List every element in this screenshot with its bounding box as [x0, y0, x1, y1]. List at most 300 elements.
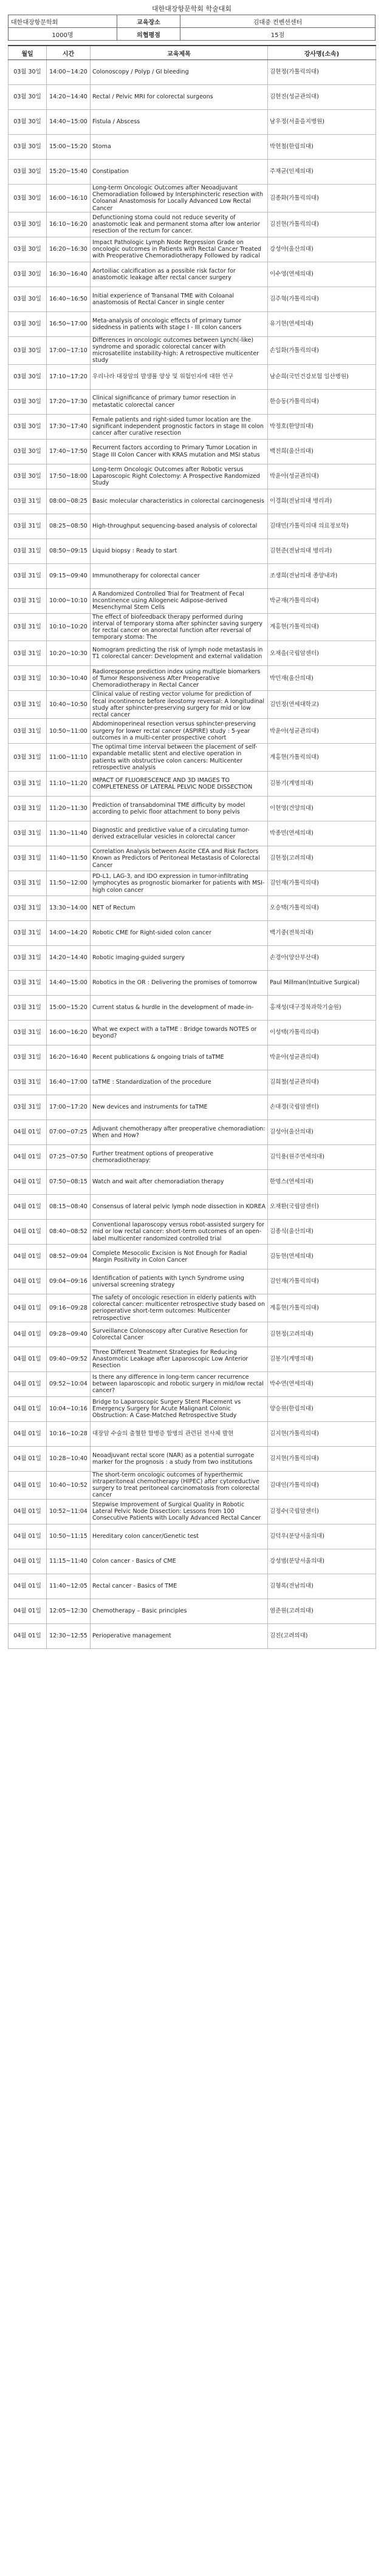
table-row	[9, 1322, 376, 1347]
row-time: 11:15~11:40	[47, 1549, 91, 1574]
attendance-cell: 1000명	[9, 28, 117, 41]
row-time: 15:00~15:20	[47, 996, 91, 1021]
table-row	[9, 311, 376, 336]
row-title: Conventional laparoscopy versus robot-assisted surgery for mid or low rectal cancer: short-term outcomes of an open-label multicenter randomized controlled trial	[91, 1220, 268, 1245]
row-date: 03월 31일	[9, 641, 47, 666]
row-time: 17:30~17:40	[47, 414, 91, 439]
row-time: 11:30~11:40	[47, 821, 91, 846]
row-lecturer: Paul Millman(Intuitive Surgical)	[268, 971, 376, 996]
row-time: 07:50~08:15	[47, 1170, 91, 1195]
row-date: 04월 01일	[9, 1170, 47, 1195]
table-row	[9, 160, 376, 185]
row-lecturer: 박윤아(성균관의대)	[268, 1045, 376, 1070]
row-time: 16:00~16:10	[47, 185, 91, 212]
row-lecturer: 김지현(가톨릭의대)	[268, 1421, 376, 1446]
row-title: PD-L1, LAG-3, and IDO expression in tumor-infiltrating lymphocytes as prognostic biomarker for patients with MSI-high colon cancer	[91, 871, 268, 896]
table-row	[9, 1145, 376, 1170]
row-date: 03월 30일	[9, 110, 47, 135]
row-time: 10:50~11:15	[47, 1524, 91, 1549]
row-date: 03월 30일	[9, 212, 47, 237]
row-date: 04월 01일	[9, 1599, 47, 1623]
row-title: taTME : Standardization of the procedure	[91, 1070, 268, 1095]
row-date: 03월 31일	[9, 971, 47, 996]
row-time: 09:16~09:28	[47, 1294, 91, 1322]
row-title: Liquid biopsy : Ready to start	[91, 539, 268, 563]
row-lecturer: 박윤아(성균관의대)	[268, 464, 376, 489]
row-time: 12:05~12:30	[47, 1599, 91, 1623]
row-date: 03월 30일	[9, 336, 47, 364]
table-row	[9, 110, 376, 135]
row-title: Female patients and right-sided tumor location are the significant independent prognostic factors in stage III colon cancer after curative resection	[91, 414, 268, 439]
table-row	[9, 287, 376, 311]
credit-value: 15점	[180, 28, 375, 41]
row-title: The optimal time interval between the placement of self-expandable metallic stent and elective operation in patients with obstructive colon cancers: Multicenter retrospective analysis	[91, 744, 268, 772]
row-date: 04월 01일	[9, 1623, 47, 1648]
row-time: 17:00~17:20	[47, 1095, 91, 1120]
row-title: Perioperative management	[91, 1623, 268, 1648]
row-date: 03월 31일	[9, 666, 47, 691]
row-lecturer: 김봉기(계명의대)	[268, 1347, 376, 1371]
row-title: Fistula / Abscess	[91, 110, 268, 135]
row-lecturer: 김현정(고려의대)	[268, 1322, 376, 1347]
schedule-body	[9, 60, 376, 1649]
row-title: Diagnostic and predictive value of a circulating tumor-derived extracellular vesicles in colorectal cancer	[91, 821, 268, 846]
table-row	[9, 212, 376, 237]
header-date: 월일	[9, 46, 47, 60]
table-row	[9, 1574, 376, 1599]
row-title: Impact Pathologic Lymph Node Regression Grade on oncologic outcomes in Patients with Rectal Cancer Treated with Preoperative Chemoradiotherapy Followed by radical	[91, 237, 268, 262]
table-row	[9, 1471, 376, 1499]
row-time: 08:15~08:40	[47, 1195, 91, 1220]
table-row	[9, 414, 376, 439]
table-row	[9, 666, 376, 691]
row-title: Neoadjuvant rectal score (NAR) as a potential surrogate marker for the prognosis : a study from two institutions	[91, 1446, 268, 1471]
row-date: 03월 31일	[9, 613, 47, 641]
row-time: 12:30~12:55	[47, 1623, 91, 1648]
table-row	[9, 1220, 376, 1245]
row-lecturer: 김종식(울산의대)	[268, 1220, 376, 1245]
row-lecturer: 김지현(가톨릭의대)	[268, 1446, 376, 1471]
row-lecturer: 김태민(가톨릭의대 의료정보학)	[268, 514, 376, 539]
row-date: 03월 31일	[9, 1021, 47, 1045]
table-row	[9, 1371, 376, 1396]
table-row	[9, 1549, 376, 1574]
row-title: NET of Rectum	[91, 896, 268, 921]
row-lecturer: 조생희(전남의대 종양내과)	[268, 563, 376, 588]
row-date: 03월 31일	[9, 921, 47, 946]
row-title: Colonoscopy / Polyp / GI bleeding	[91, 60, 268, 85]
row-date: 03월 30일	[9, 464, 47, 489]
table-row	[9, 1294, 376, 1322]
row-date: 03월 30일	[9, 389, 47, 414]
row-title: Radioresponse prediction index using multiple biomarkers of Tumor Responsiveness After Preoperative Chemoradiotherapy in Rectal Cancer	[91, 666, 268, 691]
row-time: 15:00~15:20	[47, 135, 91, 160]
table-row	[9, 1170, 376, 1195]
row-time: 11:20~11:30	[47, 797, 91, 821]
row-title: Differences in oncologic outcomes between Lynch(-like) syndrome and sporadic colorectal cancer with microsatellite instability-high: A retrospective multicenter study	[91, 336, 268, 364]
row-time: 11:00~11:10	[47, 744, 91, 772]
row-date: 03월 30일	[9, 135, 47, 160]
table-row	[9, 1421, 376, 1446]
row-title: IMPACT OF FLUORESCENCE AND 3D IMAGES TO COMPLETENESS OF LATERAL PELVIC NODE DISSECTION	[91, 772, 268, 797]
row-lecturer: 김덕우(분당서울의대)	[268, 1524, 376, 1549]
table-row	[9, 641, 376, 666]
row-date: 04월 01일	[9, 1195, 47, 1220]
info-table	[8, 15, 375, 41]
row-title: Consensus of lateral pelvic lymph node dissection in KOREA	[91, 1195, 268, 1220]
row-date: 04월 01일	[9, 1322, 47, 1347]
row-date: 04월 01일	[9, 1446, 47, 1471]
row-date: 03월 30일	[9, 287, 47, 311]
row-date: 03월 30일	[9, 85, 47, 110]
row-date: 04월 01일	[9, 1396, 47, 1421]
table-row	[9, 1269, 376, 1294]
row-date: 04월 01일	[9, 1371, 47, 1396]
row-lecturer: 박현철(한림의대)	[268, 135, 376, 160]
row-date: 03월 30일	[9, 262, 47, 287]
row-time: 16:30~16:40	[47, 262, 91, 287]
row-lecturer: 홍재성(대구경북과학기술원)	[268, 996, 376, 1021]
table-row	[9, 1524, 376, 1549]
row-title: Bridge to Laparoscopic Surgery Stent Placement vs Emergency Surgery for Acute Malignant Colonic Obstruction: A Case-Matched Retrospective Study	[91, 1396, 268, 1421]
row-date: 04월 01일	[9, 1574, 47, 1599]
row-lecturer: 김진(고려의대)	[268, 1623, 376, 1648]
row-title: Surveillance Colonoscopy after Curative Resection for Colorectal Cancer	[91, 1322, 268, 1347]
row-time: 16:40~17:00	[47, 1070, 91, 1095]
row-date: 03월 30일	[9, 414, 47, 439]
row-date: 03월 31일	[9, 1045, 47, 1070]
row-lecturer: 계홍현(가톨릭의대)	[268, 613, 376, 641]
row-time: 10:00~10:10	[47, 588, 91, 613]
row-time: 09:04~09:16	[47, 1269, 91, 1294]
table-row	[9, 1446, 376, 1471]
row-date: 04월 01일	[9, 1269, 47, 1294]
row-time: 16:50~17:00	[47, 311, 91, 336]
row-lecturer: 박민재(울산의대)	[268, 666, 376, 691]
row-title: Meta-analysis of oncologic effects of primary tumor sidedness in patients with stage I - III colon cancers	[91, 311, 268, 336]
row-time: 11:40~11:50	[47, 846, 91, 871]
table-row	[9, 946, 376, 971]
row-title: Colon cancer - Basics of CME	[91, 1549, 268, 1574]
row-title: New devices and instruments for taTME	[91, 1095, 268, 1120]
table-row	[9, 539, 376, 563]
row-lecturer: 김형록(전남의대)	[268, 1574, 376, 1599]
row-time: 16:20~16:30	[47, 237, 91, 262]
row-lecturer: 김현준(전남의대 병리과)	[268, 539, 376, 563]
document	[8, 4, 375, 1649]
row-time: 10:16~10:28	[47, 1421, 91, 1446]
row-date: 04월 01일	[9, 1347, 47, 1371]
row-title: Identification of patients with Lynch Syndrome using universal screening strategy	[91, 1269, 268, 1294]
row-time: 14:00~14:20	[47, 921, 91, 946]
row-lecturer: 박종민(연세의대)	[268, 821, 376, 846]
row-title: Stepwise Improvement of Surgical Quality in Robotic Lateral Pelvic Node Dissection: Lessons from 100 Consecutive Patients with Locally Advanced Rectal Cancer	[91, 1499, 268, 1524]
row-time: 11:40~12:05	[47, 1574, 91, 1599]
table-row	[9, 85, 376, 110]
row-date: 03월 31일	[9, 514, 47, 539]
row-date: 03월 31일	[9, 1095, 47, 1120]
row-date: 03월 30일	[9, 364, 47, 389]
row-date: 03월 31일	[9, 588, 47, 613]
row-lecturer: 한승동(가톨릭의대)	[268, 389, 376, 414]
row-date: 04월 01일	[9, 1499, 47, 1524]
row-title: Three Different Treatment Strategies for Reducing Anastomotic Leakage after Laparoscopic Low Anterior Resection	[91, 1347, 268, 1371]
row-date: 03월 31일	[9, 896, 47, 921]
row-time: 14:40~15:00	[47, 110, 91, 135]
row-title: The effect of biofeedback therapy performed during interval of temporary stoma after sphincter saving surgery for rectal cancer on anorectal function after reversal of temporary stoma: The	[91, 613, 268, 641]
table-row	[9, 563, 376, 588]
row-lecturer: 박균재(가톨릭의대)	[268, 588, 376, 613]
table-row	[9, 389, 376, 414]
row-time: 14:00~14:20	[47, 60, 91, 85]
table-row	[9, 613, 376, 641]
row-title: Constipation	[91, 160, 268, 185]
row-lecturer: 유기현(연세의대)	[268, 311, 376, 336]
row-lecturer: 김현정(고려의대)	[268, 846, 376, 871]
table-row	[9, 896, 376, 921]
row-date: 03월 31일	[9, 563, 47, 588]
row-time: 10:04~10:16	[47, 1396, 91, 1421]
row-lecturer: 남순희(국민건강보험 일산병원)	[268, 364, 376, 389]
row-date: 03월 31일	[9, 539, 47, 563]
row-title: Aortoiliac calcification as a possible risk factor for anastomotic leakage after rectal cancer surgery	[91, 262, 268, 287]
table-row	[9, 744, 376, 772]
row-title: High-throughput sequencing-based analysis of colorectal	[91, 514, 268, 539]
row-date: 03월 30일	[9, 60, 47, 85]
row-lecturer: 김대인(가톨릭의대)	[268, 1471, 376, 1499]
table-row	[9, 1396, 376, 1421]
row-title: Basic molecular characteristics in colorectal carcinogenesis	[91, 489, 268, 514]
row-title: Long-term Oncologic Outcomes after Neoadjuvant Chemoradiation followed by Intersphincteric resection with Coloanal Anastomosis for Locally Advanced Low Rectal Cancer	[91, 185, 268, 212]
row-date: 03월 31일	[9, 846, 47, 871]
table-row	[9, 135, 376, 160]
table-row	[9, 691, 376, 719]
row-time: 09:15~09:40	[47, 563, 91, 588]
row-time: 10:30~10:40	[47, 666, 91, 691]
row-date: 03월 31일	[9, 821, 47, 846]
row-time: 08:52~09:04	[47, 1245, 91, 1269]
header-time: 시간	[47, 46, 91, 60]
row-lecturer: 김진현(가톨릭의대)	[268, 212, 376, 237]
row-lecturer: 김익용(원주연세의대)	[268, 1145, 376, 1170]
row-date: 03월 31일	[9, 996, 47, 1021]
row-title: Watch and wait after chemoradiation therapy	[91, 1170, 268, 1195]
row-time: 10:10~10:20	[47, 613, 91, 641]
row-time: 10:50~11:00	[47, 719, 91, 744]
row-lecturer: 박정호(한양의대)	[268, 414, 376, 439]
row-time: 17:40~17:50	[47, 439, 91, 464]
row-title: Long-term Oncologic Outcomes after Robotic versus Laparoscopic Right Colectomy: A Prospective Randomized Study	[91, 464, 268, 489]
row-time: 17:50~18:00	[47, 464, 91, 489]
row-time: 08:50~09:15	[47, 539, 91, 563]
organizer-cell: 대한대장항문학회	[9, 15, 117, 28]
row-time: 15:20~15:40	[47, 160, 91, 185]
row-lecturer: 주재균(인제의대)	[268, 160, 376, 185]
row-title: The short-term oncologic outcomes of hyperthermic intraperitoneal chemotherapy (HIPEC) after cytoreductive surgery to treat peritoneal carcinomatosis from colorectal cancer	[91, 1471, 268, 1499]
table-row	[9, 921, 376, 946]
row-title: Clinical value of resting vector volume for prediction of fecal incontinence before ileostomy reversal: A longitudinal study after sphincter-preserving surgery for mid or low rectal cancer	[91, 691, 268, 719]
row-date: 03월 31일	[9, 744, 47, 772]
table-row	[9, 1623, 376, 1648]
row-time: 10:40~10:50	[47, 691, 91, 719]
table-row	[9, 588, 376, 613]
row-lecturer: 한명스(연세의대)	[268, 1170, 376, 1195]
row-lecturer: 김동현(연세의대)	[268, 1245, 376, 1269]
row-title: Is there any difference in long-term cancer recurrence between laparoscopic and robotic surgery in mid/low rectal cancer?	[91, 1371, 268, 1396]
row-lecturer: 박수연(연세의대)	[268, 1371, 376, 1396]
row-date: 03월 30일	[9, 237, 47, 262]
row-lecturer: 김민정(연세대학교)	[268, 691, 376, 719]
table-row	[9, 1021, 376, 1045]
row-lecturer: 김주혁(가톨릭의대)	[268, 287, 376, 311]
row-time: 07:25~07:50	[47, 1145, 91, 1170]
table-row	[9, 262, 376, 287]
row-time: 09:40~09:52	[47, 1347, 91, 1371]
table-row	[9, 514, 376, 539]
table-row	[9, 996, 376, 1021]
table-row	[9, 464, 376, 489]
row-lecturer: 백기중(전북의대)	[268, 921, 376, 946]
table-row	[9, 1245, 376, 1269]
row-title: Prediction of transabdominal TME difficulty by model according to pelvic floor attachment to bony pelvis	[91, 797, 268, 821]
row-time: 08:25~08:50	[47, 514, 91, 539]
row-date: 03월 31일	[9, 489, 47, 514]
row-lecturer: 오승택(가톨릭의대)	[268, 896, 376, 921]
row-title: Hereditary colon cancer/Genetic test	[91, 1524, 268, 1549]
row-lecturer: 손경아(양산부산대)	[268, 946, 376, 971]
row-lecturer: 손일화(가톨릭의대)	[268, 336, 376, 364]
row-lecturer: 손대경(국립암센터)	[268, 1095, 376, 1120]
row-lecturer: 김종화(가톨릭의대)	[268, 185, 376, 212]
row-title: 대장암 수술의 출혈한 합병증 합병의 관련된 전사체 발현	[91, 1421, 268, 1446]
row-time: 13:30~14:00	[47, 896, 91, 921]
row-lecturer: 염준원(고려의대)	[268, 1599, 376, 1623]
row-lecturer: 강성범(분당서울의대)	[268, 1549, 376, 1574]
row-time: 14:20~14:40	[47, 946, 91, 971]
row-lecturer: 김희철(성균관의대)	[268, 1070, 376, 1095]
header-lecturer: 강사명(소속)	[268, 46, 376, 60]
row-time: 08:00~08:25	[47, 489, 91, 514]
header-title: 교육제목	[91, 46, 268, 60]
table-row	[9, 871, 376, 896]
row-date: 04월 01일	[9, 1524, 47, 1549]
row-lecturer: 박윤아(성균관의대)	[268, 719, 376, 744]
page-title: 대한대장항문학회 학술대회	[151, 5, 231, 13]
row-time: 09:28~09:40	[47, 1322, 91, 1347]
table-row	[9, 719, 376, 744]
row-date: 03월 31일	[9, 772, 47, 797]
row-title: The safety of oncologic resection in elderly patients with colorectal cancer: multicenter retrospective study based on perioperative short-term outcomes: Multicenter retrospective	[91, 1294, 268, 1322]
row-date: 04월 01일	[9, 1245, 47, 1269]
row-title: Current status & hurdle in the development of made-in-	[91, 996, 268, 1021]
row-date: 03월 31일	[9, 871, 47, 896]
table-row	[9, 60, 376, 85]
row-date: 03월 31일	[9, 1070, 47, 1095]
row-title: Initial experience of Transanal TME with Coloanal anastomosis of Rectal Cancer in single center	[91, 287, 268, 311]
row-date: 04월 01일	[9, 1120, 47, 1145]
row-title: Adjuvant chemotherapy after preoperative chemoradiation: When and How?	[91, 1120, 268, 1145]
row-time: 16:10~16:20	[47, 212, 91, 237]
table-row	[9, 821, 376, 846]
row-time: 16:20~16:40	[47, 1045, 91, 1070]
row-lecturer: 김봉기(계명의대)	[268, 772, 376, 797]
table-row	[9, 489, 376, 514]
row-title: Abdominoperineal resection versus sphincter-preserving surgery for lower rectal cancer (ASPIRE) study : 5-year outcomes in a multi-center prospective cohort	[91, 719, 268, 744]
table-row	[9, 1095, 376, 1120]
row-time: 08:40~08:52	[47, 1220, 91, 1245]
row-title: Correlation Analysis between Ascite CEA and Risk Factors Known as Predictors of Peritoneal Metastasis of Colorectal Cancer	[91, 846, 268, 871]
row-date: 03월 31일	[9, 719, 47, 744]
row-title: Clinical significance of primary tumor resection in metastatic colorectal cancer	[91, 389, 268, 414]
table-row	[9, 1499, 376, 1524]
table-row	[9, 772, 376, 797]
row-lecturer: 김인재(가톨릭의대)	[268, 1269, 376, 1294]
row-time: 17:10~17:20	[47, 364, 91, 389]
row-date: 04월 01일	[9, 1220, 47, 1245]
row-lecturer: 김현진(성균관의대)	[268, 85, 376, 110]
table-row	[9, 439, 376, 464]
row-date: 04월 01일	[9, 1471, 47, 1499]
row-lecturer: 이성택(가톨릭의대)	[268, 1021, 376, 1045]
table-row	[9, 237, 376, 262]
row-date: 03월 30일	[9, 311, 47, 336]
table-row	[9, 797, 376, 821]
table-row	[9, 364, 376, 389]
row-time: 16:40~16:50	[47, 287, 91, 311]
row-title: Rectal / Pelvic MRI for colorectal surgeons	[91, 85, 268, 110]
row-title: Robotics in the OR : Delivering the promises of tomorrow	[91, 971, 268, 996]
row-time: 17:00~17:10	[47, 336, 91, 364]
table-row	[9, 846, 376, 871]
row-time: 14:20~14:40	[47, 85, 91, 110]
row-lecturer: 김정수(국립암센터)	[268, 1499, 376, 1524]
row-title: Defunctioning stoma could not reduce severity of anastomotic leak and permanent stoma after low anterior resection of the rectum for cancer.	[91, 212, 268, 237]
row-time: 10:28~10:40	[47, 1446, 91, 1471]
row-lecturer: 김현정(가톨릭의대)	[268, 60, 376, 85]
row-time: 17:20~17:30	[47, 389, 91, 414]
row-lecturer: 이현영(건양의대)	[268, 797, 376, 821]
row-date: 03월 30일	[9, 185, 47, 212]
row-lecturer: 이경희(전남의대 병리과)	[268, 489, 376, 514]
row-time: 07:00~07:25	[47, 1120, 91, 1145]
row-title: A Randomized Controlled Trial for Treatment of Fecal Incontinence using Allogeneic Adipose-derived Mesenchymal Stem Cells	[91, 588, 268, 613]
table-row	[9, 1599, 376, 1623]
row-time: 14:40~15:00	[47, 971, 91, 996]
row-title: Recurrent factors according to Primary Tumor Location in Stage III Colon Cancer with KRAS mutation and MSI status	[91, 439, 268, 464]
table-row	[9, 1120, 376, 1145]
row-lecturer: 오재환(국립암센터)	[268, 1195, 376, 1220]
row-title: Rectal cancer - Basics of TME	[91, 1574, 268, 1599]
row-lecturer: 계홍현(가톨릭의대)	[268, 744, 376, 772]
row-date: 04월 01일	[9, 1421, 47, 1446]
table-row	[9, 336, 376, 364]
row-time: 11:10~11:20	[47, 772, 91, 797]
row-title: Robotic imaging-guided surgery	[91, 946, 268, 971]
row-title: What we expect with a taTME : Bridge towards NOTES or beyond?	[91, 1021, 268, 1045]
row-lecturer: 계홍현(가톨릭의대)	[268, 1294, 376, 1322]
row-title: Further treatment options of preoperative chemoradiotherapy:	[91, 1145, 268, 1170]
row-lecturer: 이수영(연세의대)	[268, 262, 376, 287]
row-lecturer: 김성아(울산의대)	[268, 1120, 376, 1145]
row-time: 11:50~12:00	[47, 871, 91, 896]
row-date: 03월 31일	[9, 797, 47, 821]
table-row	[9, 185, 376, 212]
row-lecturer: 오재을(국립암센터)	[268, 641, 376, 666]
row-date: 03월 31일	[9, 691, 47, 719]
row-date: 04월 01일	[9, 1294, 47, 1322]
credit-label: 의협평점	[117, 28, 180, 41]
row-title: Recent publications & ongoing trials of taTME	[91, 1045, 268, 1070]
